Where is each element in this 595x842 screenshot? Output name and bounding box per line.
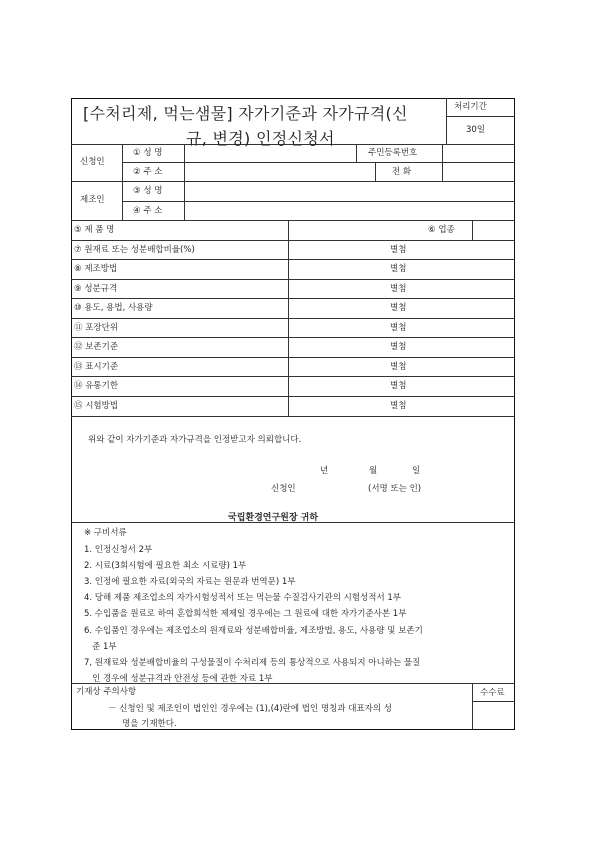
notes-header: 기재상 주의사항: [76, 687, 137, 697]
applicant-id-label: 주민등록번호: [368, 148, 418, 158]
document-item: 1. 인정신청서 2부: [84, 545, 153, 555]
fee-field[interactable]: [474, 703, 512, 727]
item-label: ⑧ 제조방법: [74, 264, 118, 274]
manufacturer-name-field[interactable]: [186, 183, 512, 199]
document-item: 3. 인정에 필요한 자료(외국의 자료는 원문과 번역문) 1부: [84, 577, 296, 587]
applicant-address-label: ② 주 소: [133, 167, 163, 177]
processing-period-label: 처리기간: [454, 102, 487, 112]
form-title-line1: [수처리제, 먹는샘물] 자가기준과 자가규격(신: [83, 104, 408, 123]
signer-label: 신청인: [271, 484, 296, 494]
declaration-text: 위와 같이 자가기준과 자가규격을 인정받고자 의뢰합니다.: [88, 435, 302, 445]
applicant-address-field[interactable]: [186, 164, 372, 179]
item-value: 별첨: [390, 284, 407, 294]
item-value: 별첨: [390, 381, 407, 391]
date-day-label: 일: [412, 466, 421, 476]
item-label: ⑫ 보존기준: [74, 342, 119, 352]
manufacturer-address-field[interactable]: [186, 203, 512, 218]
item-label: ⑨ 성분규격: [74, 284, 118, 294]
applicant-name-field[interactable]: [186, 146, 354, 160]
item-value: 별첨: [390, 362, 407, 372]
date-month-label: 월: [369, 466, 378, 476]
document-item: 2. 시료(3회시험에 필요한 최소 시료량) 1부: [84, 561, 247, 571]
applicant-phone-field[interactable]: [444, 164, 512, 179]
documents-header: ※ 구비서류: [84, 528, 127, 538]
industry-type-field[interactable]: [474, 222, 512, 238]
addressee: 국립환경연구원장 귀하: [228, 513, 319, 523]
processing-period-value: 30일: [466, 125, 486, 135]
item-value: 별첨: [390, 264, 407, 274]
document-item: 7, 원재료와 성분배합비율의 구성물질이 수처리제 등의 통상적으로 사용되지 아니하는 물질: [84, 658, 421, 668]
manufacturer-name-label: ③ 성 명: [133, 186, 163, 196]
notes-line: － 신청인 및 제조인이 법인인 경우에는 (1),(4)란에 법인 명칭과 대표자의 성: [108, 704, 393, 714]
notes-line: 명을 기재한다.: [122, 719, 177, 729]
item-value: 별첨: [390, 245, 407, 255]
applicant-phone-label: 전 화: [392, 167, 412, 177]
document-item: 준 1부: [84, 642, 117, 652]
product-name-field[interactable]: [290, 222, 416, 238]
manufacturer-label: 제조인: [80, 195, 105, 205]
manufacturer-address-label: ④ 주 소: [133, 206, 163, 216]
applicant-name-label: ① 성 명: [133, 148, 163, 158]
date-year-label: 년: [320, 466, 329, 476]
item-label: ⑭ 유통기한: [74, 381, 119, 391]
item-value: 별첨: [390, 323, 407, 333]
applicant-label: 신청인: [80, 157, 105, 167]
item-value: 별첨: [390, 401, 407, 411]
item-label: ⑪ 포장단위: [74, 323, 119, 333]
item-label: ⑬ 표시기준: [74, 362, 119, 372]
item-label: ⑮ 시험방법: [74, 401, 119, 411]
document-item: 인 경우에 성분규격과 안전성 등에 관한 자료 1부: [84, 674, 273, 684]
item-value: 별첨: [390, 303, 407, 313]
form-title-line2: 규, 변경) 인정신청서: [186, 129, 335, 148]
item-label: ⑦ 원재료 또는 성분배합비율(%): [74, 245, 195, 255]
item-value: 별첨: [390, 342, 407, 352]
fee-label: 수수료: [480, 688, 505, 698]
document-item: 6. 수입품인 경우에는 제조업소의 원재료와 성분배합비율, 제조방법, 용도, 사용량 및 보존기: [84, 626, 423, 636]
industry-type-label: ⑥ 업종: [428, 225, 455, 235]
product-name-label: ⑤ 제 품 명: [74, 225, 115, 235]
item-label: ⑩ 용도, 용법, 사용량: [74, 303, 153, 313]
document-item: 5. 수입품을 원료로 하여 혼합희석한 제제일 경우에는 그 원료에 대한 자가기준사본 1부: [84, 609, 407, 619]
signature-label: (서명 또는 인): [368, 484, 422, 494]
document-item: 4. 당해 제품 제조업소의 자가시험성적서 또는 먹는물 수질검사기관의 시험성적서 1부: [84, 593, 402, 603]
applicant-id-field[interactable]: [444, 146, 512, 160]
